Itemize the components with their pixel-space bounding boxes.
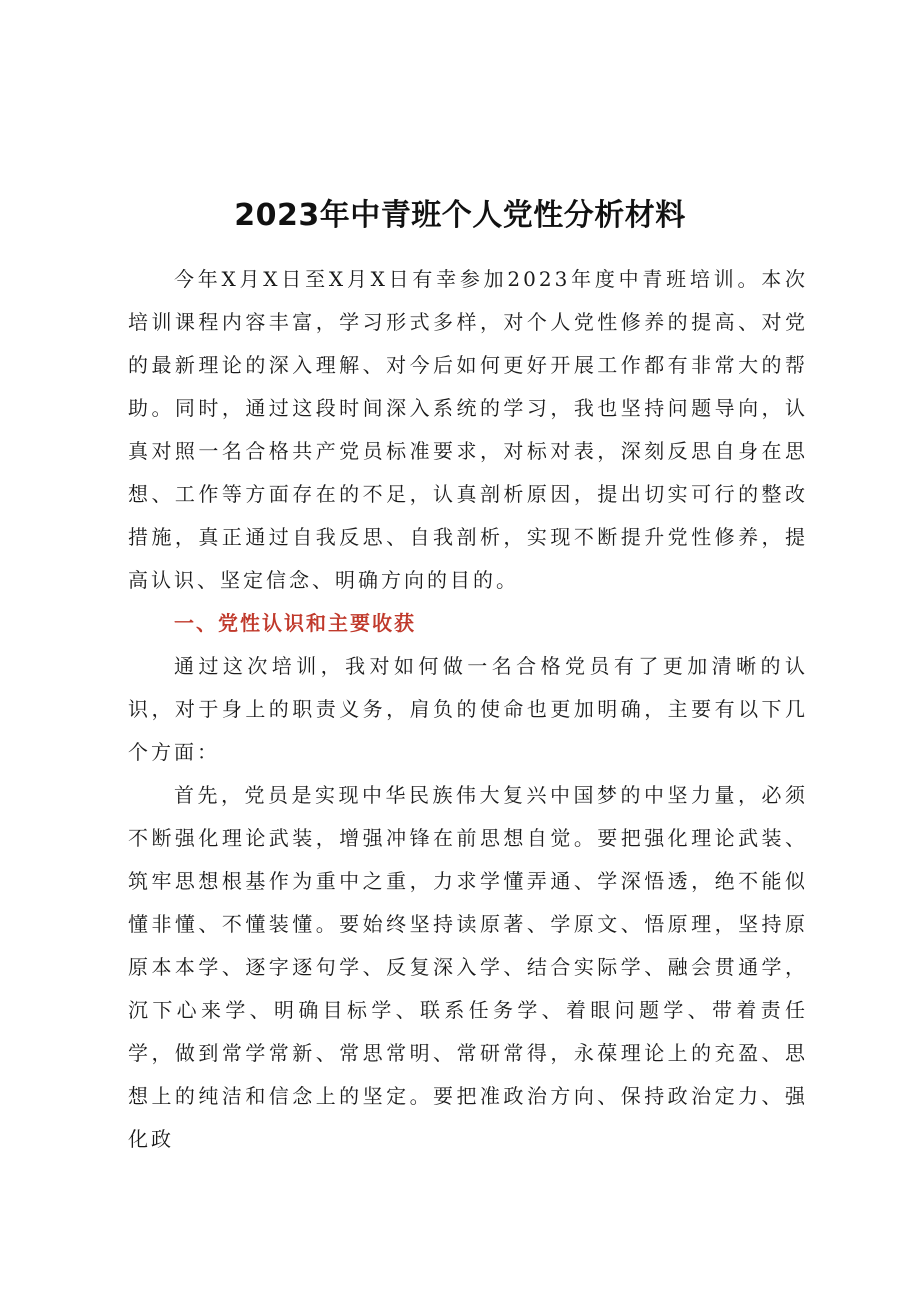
- intro-paragraph: 今年X月X日至X月X日有幸参加2023年度中青班培训。本次培训课程内容丰富，学习形式多样，对个人党性修养的提高、对党的最新理论的深入理解、对今后如何更好开展工作都有非常大的帮助。同时，通过这段时间深入系统的学习，我也坚持问题导向，认真对照一名合格共产党员标准要求，对标对表，深刻反思自身在思想、工作等方面存在的不足，认真剖析原因，提出切实可行的整改措施，真正通过自我反思、自我剖析，实现不断提升党性修养，提高认识、坚定信念、明确方向的目的。: [128, 267, 808, 592]
- section1-paragraph-2: 首先，党员是实现中华民族伟大复兴中国梦的中坚力量，必须不断强化理论武装，增强冲锋在前思想自觉。要把强化理论武装、筑牢思想根基作为重中之重，力求学懂弄通、学深悟透，绝不能似懂非懂、不懂装懂。要始终坚持读原著、学原文、悟原理，坚持原原本本学、逐字逐句学、反复深入学、结合实际学、融会贯通学，沉下心来学、明确目标学、联系任务学、着眼问题学、带着责任学，做到常学常新、常思常明、常研常得，永葆理论上的充盈、思想上的纯洁和信念上的坚定。要把准政治方向、保持政治定力、强化政: [128, 783, 808, 1151]
- document-body: [128, 258, 808, 1161]
- section-heading-1: 一、党性认识和主要收获: [174, 611, 416, 635]
- section1-paragraph-1: 通过这次培训，我对如何做一名合格党员有了更加清晰的认识，对于身上的职责义务，肩负的使命也更加明确，主要有以下几个方面：: [128, 654, 808, 764]
- document-title: 2023年中青班个人党性分析材料: [234, 198, 686, 233]
